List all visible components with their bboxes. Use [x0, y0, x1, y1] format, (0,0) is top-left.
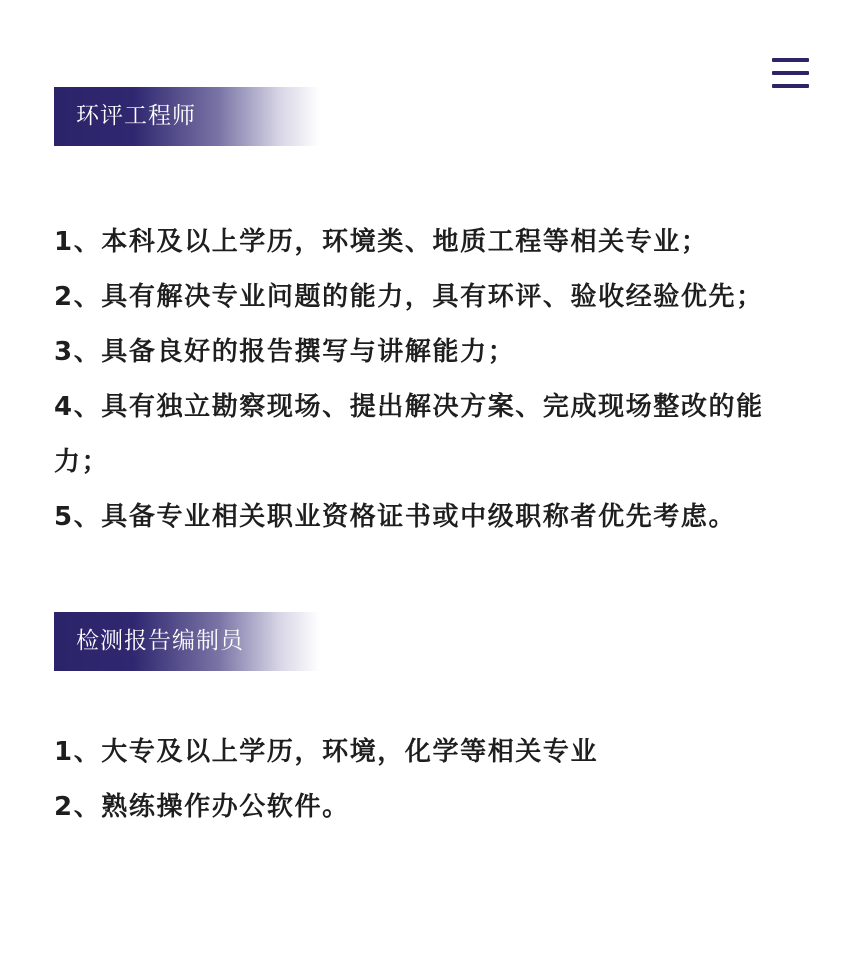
menu-bar-bottom [772, 84, 809, 88]
list-item: 1、大专及以上学历，环境，化学等相关专业 [54, 737, 599, 767]
hamburger-menu-icon[interactable] [772, 58, 809, 88]
list-item: 3、具备良好的报告撰写与讲解能力； [54, 337, 516, 367]
section-title: 检测报告编制员 [76, 628, 244, 654]
requirements-list-environmental-engineer [54, 215, 814, 545]
requirements-list-report-compiler [54, 725, 814, 835]
section-title: 环评工程师 [76, 103, 196, 129]
list-item: 4、具有独立勘察现场、提出解决方案、完成现场整改的能力； [54, 392, 764, 477]
section-header-environmental-engineer [54, 87, 320, 146]
list-item: 2、熟练操作办公软件。 [54, 792, 350, 822]
list-item: 1、本科及以上学历，环境类、地质工程等相关专业； [54, 227, 709, 257]
section-header-report-compiler [54, 612, 320, 671]
list-item: 5、具备专业相关职业资格证书或中级职称者优先考虑。 [54, 502, 737, 532]
menu-bar-top [772, 58, 809, 62]
list-item: 2、具有解决专业问题的能力，具有环评、验收经验优先； [54, 282, 764, 312]
menu-bar-middle [772, 71, 809, 75]
